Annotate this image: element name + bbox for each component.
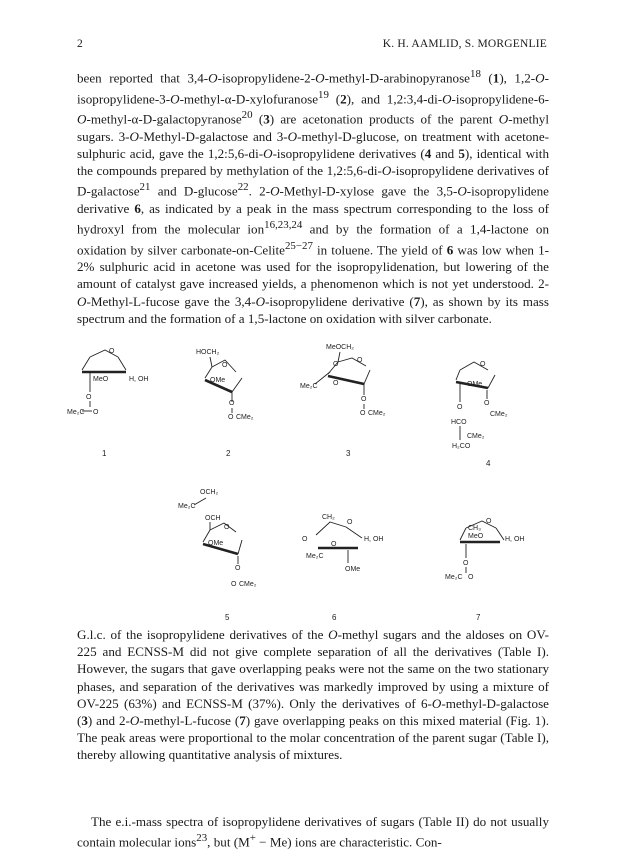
svg-text:5: 5 [225,613,230,622]
svg-text:HOCH₂: HOCH₂ [196,349,220,356]
svg-text:4: 4 [486,459,491,468]
svg-text:HCO: HCO [451,419,467,426]
svg-text:Me₂C: Me₂C [178,503,196,510]
svg-text:O: O [222,362,228,369]
structure-4 [451,361,508,468]
structure-5 [178,489,257,622]
svg-text:CH₂: CH₂ [322,514,335,521]
svg-text:O: O [93,409,99,416]
svg-text:O: O [484,400,490,407]
svg-text:O: O [480,361,486,368]
svg-text:O: O [228,414,234,421]
svg-text:1: 1 [102,449,107,458]
svg-text:O: O [347,519,353,526]
structure-7 [445,518,524,622]
paragraph-acetonation-products: been reported that 3,4-O-isopropylidene-2-O-methyl-D-arabinopyranose$^{18}$ (1), 1,2-O-isopropylidene-3-O-methyl-α-D-xylofuranose$^{19}$ (2), and 1,2:3,4-di-O-isopropylidene-6-O-methyl-α-D-galactopyranose$^{20}$ (3) are acetonation products of the parent O-methyl sugars. 3-O-Methyl-D-galactose and 3-O-methyl-D-glucose, on treatment with acetone-sulphuric acid, gave the 1,2:5,6-di-O-isopropylidene derivatives (4 and 5), identical with the compounds prepared by methylation of the 1,2:5,6-di-O-isopropylidene derivatives of D-galactose$^{21}$ and D-glucose$^{22}$. 2-O-Methyl-D-xylose gave the 3,5-O-isopropylidene derivative 6, as indicated by a peak in the mass spectrum corresponding to the loss of hydroxyl from the molecular ion$^{16,23,24}$ and by the formation of a 1,4-lactone on oxidation by silver carbonate-on-Celite$^{25-27}$ in toluene. The yield of 6 was low when 1-2% sulphuric acid in acetone was used for the isopropylidenation, but lowering of the amount of catalyst gave increased yields, a phenomenon which is not yet understood. 2-O-Methyl-L-fucose gave the 3,4-O-isopropylidene derivative (7), as shown by its mass spectrum and the formation of a 1,5-lactone on oxidation with silver carbonate. [77,68,550,326]
svg-text:O: O [357,357,363,364]
svg-text:OCH₂: OCH₂ [200,489,219,496]
structure-6 [302,514,383,622]
svg-text:O: O [302,536,308,543]
svg-text:O: O [486,518,492,525]
svg-text:O: O [468,574,474,581]
svg-text:H, OH: H, OH [364,536,384,543]
svg-text:O: O [361,396,367,403]
svg-text:Me₂C: Me₂C [300,383,318,390]
svg-text:CMe₂: CMe₂ [239,581,257,588]
svg-text:MeO: MeO [468,533,484,540]
svg-text:O: O [86,394,92,401]
svg-text:H₂CO: H₂CO [452,443,471,450]
author-header: K. H. AAMLID, S. MORGENLIE [382,38,547,50]
structure-2 [196,349,254,458]
svg-text:H, OH: H, OH [505,536,525,543]
svg-text:O: O [224,524,230,531]
paragraph-glc: G.l.c. of the isopropylidene derivatives of the O-methyl sugars and the aldoses on OV-225 and ECNSS-M did not give complete separation of all the derivatives (Table I). However, the sugars that gave overlapping peaks were not the same on the two stationary phases, and separation of the derivatives was markedly improved by using a mixture of OV-225 (63%) and ECNSS-M (37%). Only the derivatives of 6-O-methyl-D-galactose (3) and 2-O-methyl-L-fucose (7) gave overlapping peaks on this mixed material (Fig. 1). The peak areas were proportional to the molar concentration of the parent sugar (Table I), thereby allowing quantitative analysis of mixtures. [77,627,550,763]
structure-3 [300,344,386,458]
svg-text:O: O [463,560,469,567]
svg-text:6: 6 [332,613,337,622]
structure-1 [67,348,148,458]
svg-text:O: O [457,404,463,411]
svg-text:MeO: MeO [93,376,109,383]
svg-text:O: O [235,565,241,572]
svg-text:MeOCH₂: MeOCH₂ [326,344,354,351]
svg-text:O: O [109,348,115,355]
svg-text:CH₃: CH₃ [468,525,481,532]
paragraph-mass-spectra: The e.i.-mass spectra of isopropylidene derivatives of sugars (Table II) do not usually contain molecular ions$^{23}$, but (M+ − Me) ions are characteristic. Con- [77,814,549,850]
svg-text:CMe₂: CMe₂ [490,411,508,418]
svg-text:O: O [333,380,339,387]
svg-text:7: 7 [476,613,481,622]
svg-text:O: O [231,581,237,588]
svg-text:Me₂C: Me₂C [67,409,85,416]
svg-text:OMe: OMe [210,377,226,384]
svg-text:OMe: OMe [208,540,224,547]
svg-text:O: O [331,541,337,548]
svg-text:CMe₂: CMe₂ [368,410,386,417]
svg-text:CMe₂: CMe₂ [467,433,485,440]
page-number: 2 [77,38,83,50]
svg-text:O: O [360,410,366,417]
svg-text:H, OH: H, OH [129,376,149,383]
svg-text:OMe: OMe [467,381,483,388]
svg-text:CMe₂: CMe₂ [236,414,254,421]
svg-text:2: 2 [226,449,231,458]
svg-text:O: O [229,400,235,407]
svg-text:Me₂C: Me₂C [445,574,463,581]
svg-text:OCH: OCH [205,515,221,522]
svg-text:O: O [333,361,339,368]
svg-text:Me₂C: Me₂C [306,553,324,560]
svg-text:3: 3 [346,449,351,458]
svg-text:OMe: OMe [345,566,361,573]
